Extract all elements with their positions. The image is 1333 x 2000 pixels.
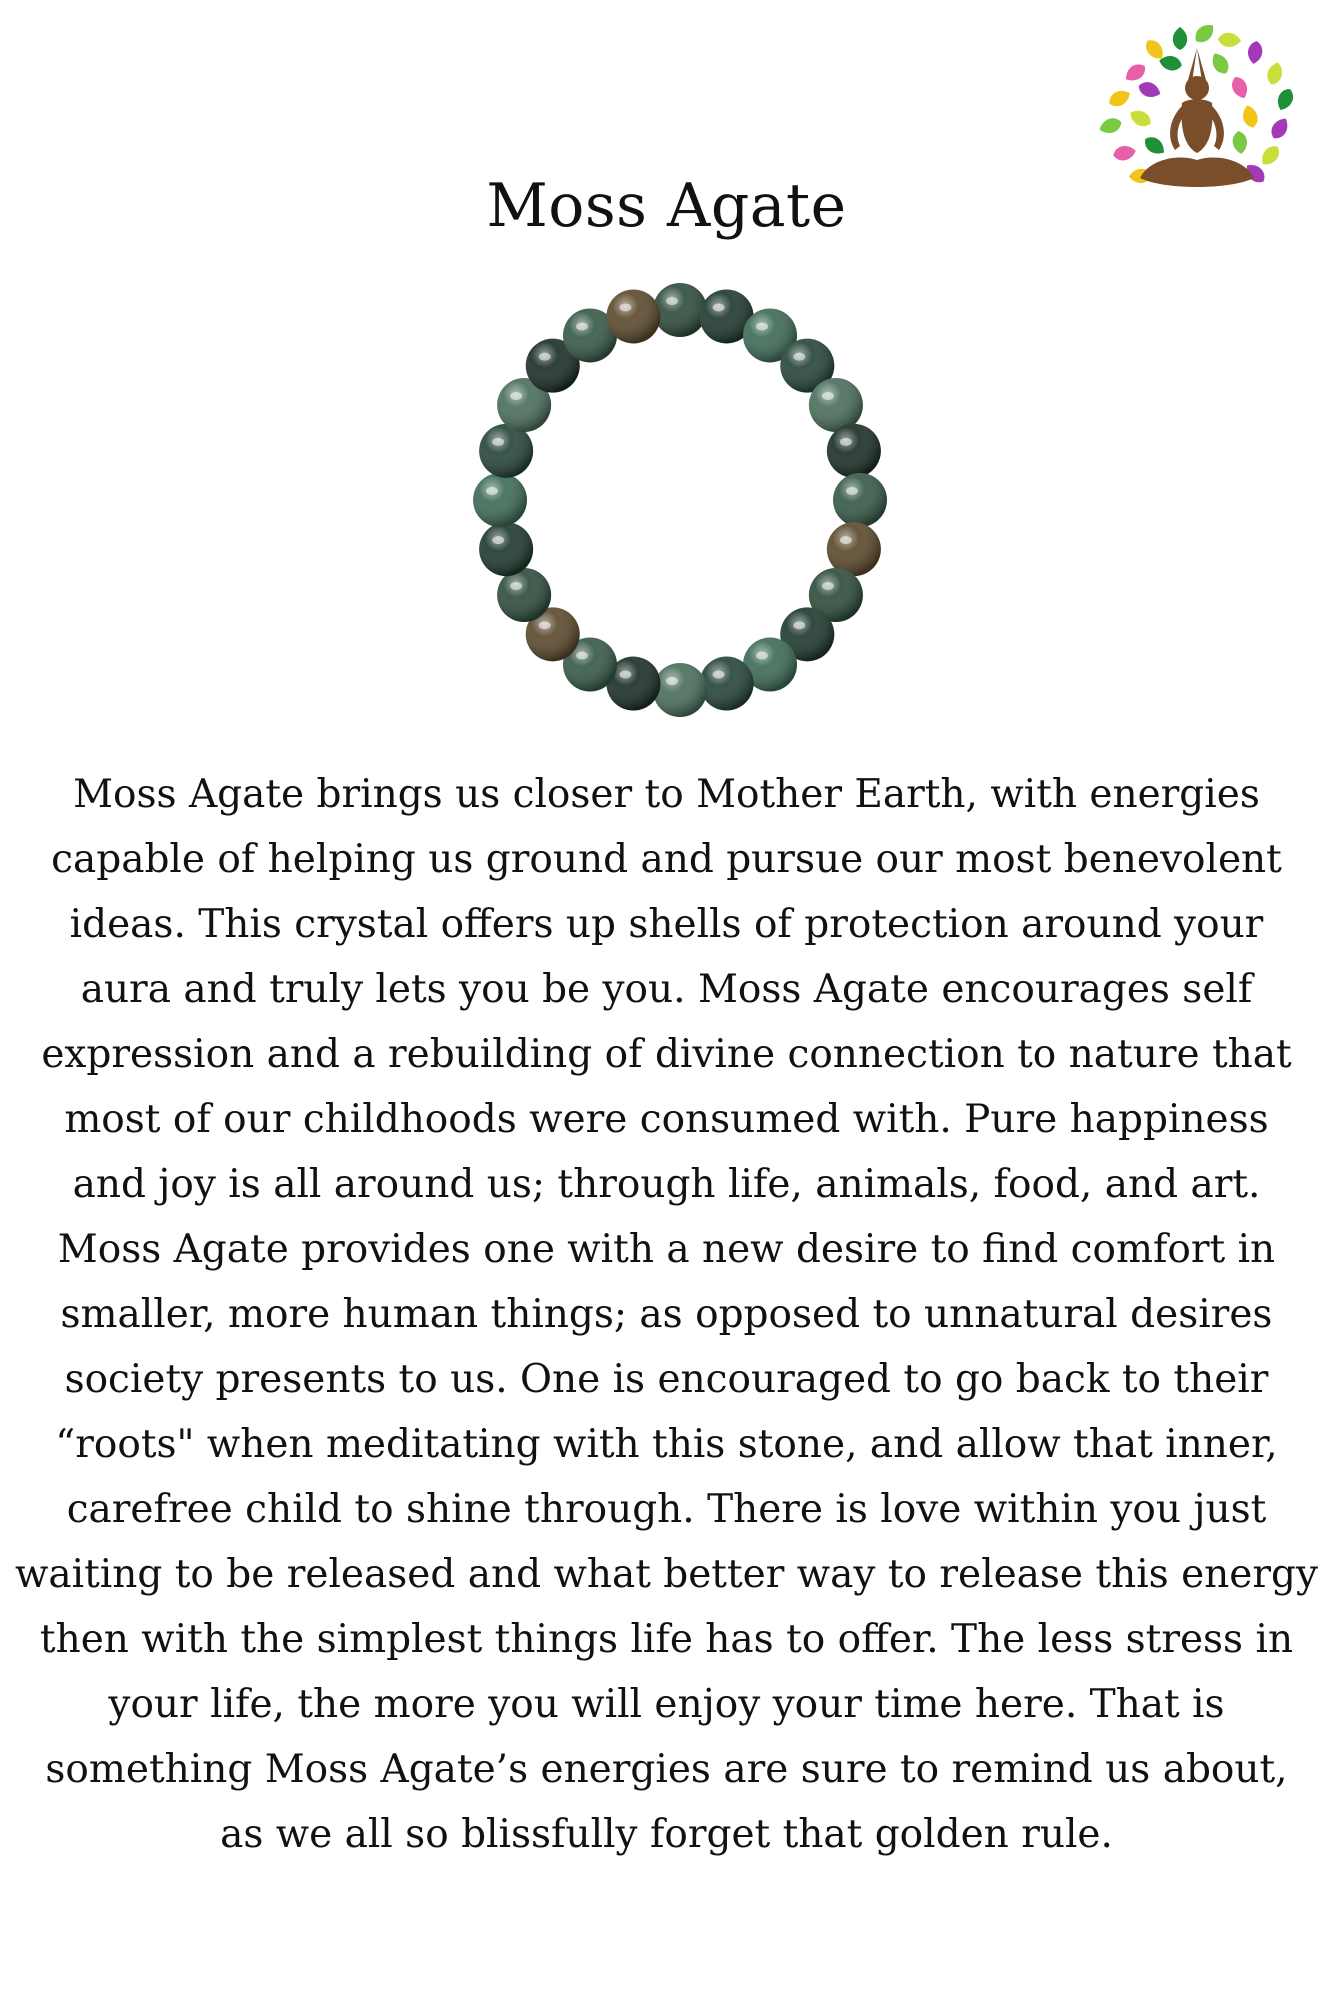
description-line: ideas. This crystal offers up shells of protection around your [69,902,1264,947]
description-line: “roots" when meditating with this stone, and allow that inner, [55,1422,1278,1467]
leaf-icon [1268,115,1292,142]
description-line: then with the simplest things life has to offer. The less stress in [39,1617,1294,1662]
bracelet-beads [473,283,887,717]
description-line: expression and a rebuilding of divine connection to nature that [41,1032,1292,1077]
leaf-icon [1240,104,1260,130]
description-line: capable of helping us ground and pursue our most benevolent [51,837,1282,882]
leaf-icon [1274,86,1296,113]
leaf-icon [1265,60,1285,86]
leaf-icon [1112,144,1137,162]
leaf-icon [1208,50,1232,77]
bracelet-bead [827,424,881,478]
page-title: Moss Agate [486,171,847,241]
leaf-icon [1097,115,1123,136]
bracelet-bead [473,473,527,527]
description-line: most of our childhoods were consumed with. Pure happiness [64,1097,1269,1142]
leaf-icon [1106,87,1133,110]
bracelet-bead [700,657,754,711]
bracelet-bead [833,473,887,527]
leaf-icon [1173,27,1187,50]
leaf-icon [1229,74,1251,101]
description-line: Moss Agate brings us closer to Mother Earth, with energies [73,772,1260,817]
description-line: society presents to us. One is encouraged to go back to their [64,1357,1269,1402]
leaf-icon [1218,32,1242,48]
description-line: Moss Agate provides one with a new desire to find comfort in [57,1227,1276,1272]
leaf-icon [1191,20,1218,46]
leaf-icon [1122,60,1149,85]
description-line: carefree child to shine through. There is love within you just [66,1487,1267,1532]
description-line: smaller, more human things; as opposed to unnatural desires [60,1292,1273,1337]
leaf-icon [1257,142,1283,169]
bracelet-image [460,278,900,728]
bracelet-bead [606,289,660,343]
description-line: something Moss Agate’s energies are sure to remind us about, [45,1747,1288,1792]
leaf-icon [1246,40,1263,65]
leaf-icon [1231,130,1248,155]
description-line: waiting to be released and what better way to release this energy [15,1552,1318,1597]
description-line: your life, the more you will enjoy your time here. That is [108,1682,1225,1727]
leaf-icon [1141,133,1168,158]
description-line: and joy is all around us; through life, animals, food, and art. [72,1162,1261,1207]
description-line: aura and truly lets you be you. Moss Agate encourages self [80,967,1253,1012]
bracelet-bead [653,283,707,337]
description-text [0,762,1333,1867]
description-line: as we all so blissfully forget that golden rule. [220,1812,1113,1857]
bracelet-bead [653,663,707,717]
bracelet-bead [479,522,533,576]
leaf-icon [1136,79,1162,100]
leaf-icon [1127,107,1154,130]
